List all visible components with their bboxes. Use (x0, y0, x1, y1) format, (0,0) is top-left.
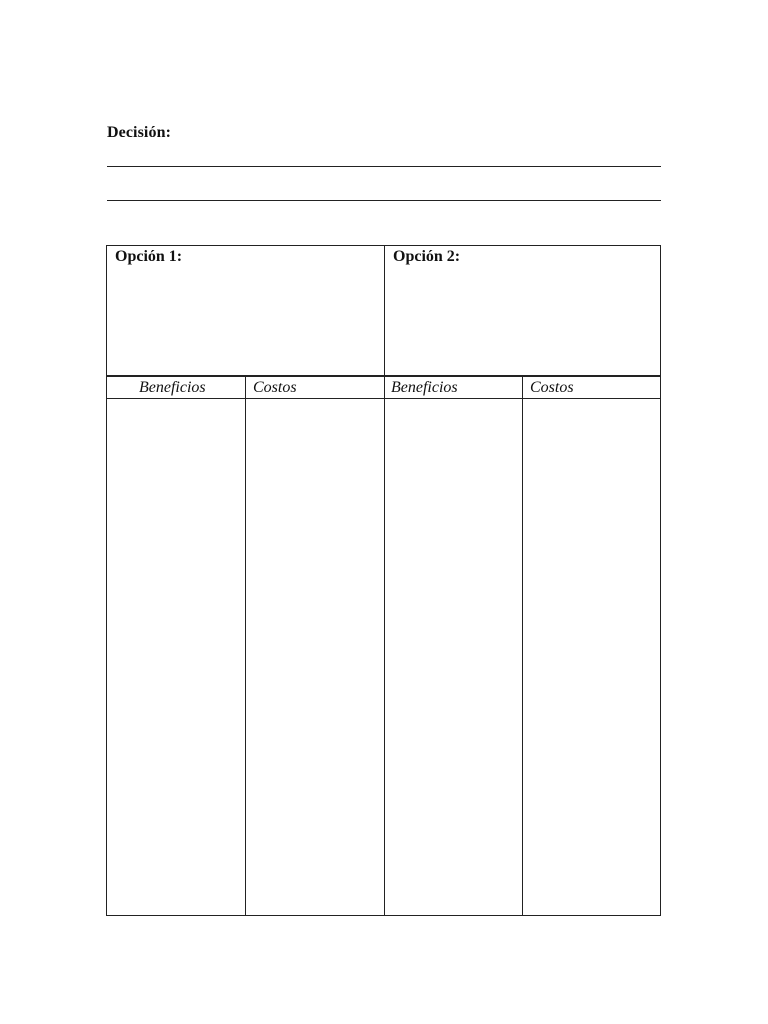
decision-write-line-1[interactable] (107, 166, 661, 167)
options-comparison-table (106, 245, 661, 916)
option-2-box[interactable] (385, 246, 660, 375)
decision-write-line-2[interactable] (107, 200, 661, 201)
option-2-costs-cell[interactable] (523, 399, 660, 915)
option-1-costs-header: Costos (253, 379, 297, 396)
option-2-benefits-header: Beneficios (391, 379, 458, 396)
option-1-benefits-cell[interactable] (107, 399, 245, 915)
option-1-benefits-header: Beneficios (139, 379, 206, 396)
option-1-box[interactable] (107, 246, 385, 375)
option-2-label: Opción 2: (393, 248, 461, 265)
option-1-costs-cell[interactable] (246, 399, 384, 915)
option-2-costs-header: Costos (530, 379, 574, 396)
option-1-label: Opción 1: (115, 248, 183, 265)
decision-label: Decisión: (107, 124, 172, 141)
option-2-benefits-cell[interactable] (385, 399, 522, 915)
